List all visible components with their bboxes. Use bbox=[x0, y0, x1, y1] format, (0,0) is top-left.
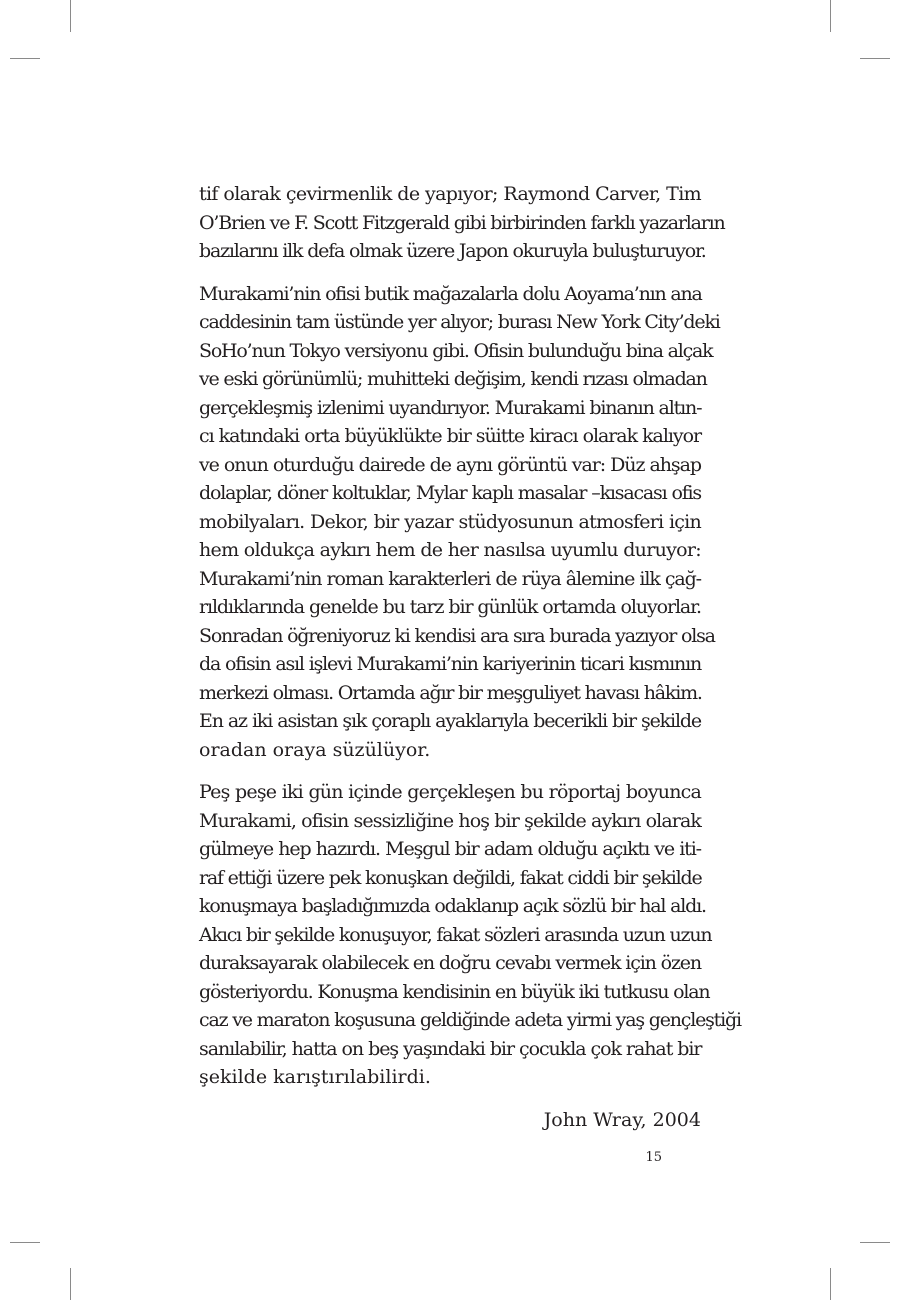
text-line: ve eski görünümlü; muhitteki değişim, kendi rızası olmadan bbox=[199, 368, 707, 390]
text-line: O’Brien ve F. Scott Fitzgerald gibi birbirinden farklı yazarların bbox=[199, 211, 725, 234]
page-body bbox=[199, 180, 741, 1134]
text-line: şekilde karıştırılabilirdi. bbox=[199, 1066, 431, 1088]
author-signature: John Wray, 2004 bbox=[543, 1108, 701, 1131]
text-line: gerçekleşmiş izlenimi uyandırıyor. Murakami binanın altın- bbox=[199, 396, 702, 419]
text-line: mobilyaları. Dekor, bir yazar stüdyosunun atmosferi için bbox=[199, 510, 701, 533]
text-line: tif olarak çevirmenlik de yapıyor; Raymond Carver, Tim bbox=[199, 183, 701, 205]
paragraph-3 bbox=[199, 778, 741, 1092]
text-line: oradan oraya süzülüyor. bbox=[199, 738, 431, 761]
text-line: rıldıklarında genelde bu tarz bir günlük ortamda oluyorlar. bbox=[199, 596, 701, 618]
text-line: hem oldukça aykırı hem de her nasılsa uyumlu duruyor: bbox=[199, 539, 701, 561]
text-line: Murakami’nin roman karakterleri de rüya âlemine ilk çağ- bbox=[199, 567, 701, 590]
text-line: konuşmaya başladığımızda odaklanıp açık sözlü bir hal aldı. bbox=[199, 895, 706, 917]
text-line: caddesinin tam üstünde yer alıyor; burası New York City’deki bbox=[199, 311, 720, 333]
crop-mark-bottom-left-vertical bbox=[70, 1268, 71, 1300]
page-number: 15 bbox=[645, 1150, 662, 1165]
text-line: cı katındaki orta büyüklükte bir süitte kiracı olarak kalıyor bbox=[199, 425, 701, 447]
text-line: Akıcı bir şekilde konuşuyor, fakat sözleri arasında uzun uzun bbox=[199, 923, 712, 946]
text-line: caz ve maraton koşusuna geldiğinde adeta yirmi yaş gençleştiği bbox=[199, 1009, 741, 1031]
text-line: ve onun oturduğu dairede de aynı görüntü var: Düz ahşap bbox=[199, 453, 701, 476]
paragraph-1 bbox=[199, 180, 725, 266]
paragraph-2 bbox=[199, 280, 720, 765]
text-line: dolaplar, döner koltuklar, Mylar kaplı masalar –kısacası ofis bbox=[199, 482, 701, 504]
crop-mark-bottom-right-horizontal bbox=[860, 1242, 890, 1243]
text-line: SoHo’nun Tokyo versiyonu gibi. Ofisin bulunduğu bina alçak bbox=[199, 339, 713, 362]
crop-mark-bottom-right-vertical bbox=[830, 1268, 831, 1300]
text-line: Murakami’nin ofisi butik mağazalarla dolu Aoyama’nın ana bbox=[199, 282, 702, 305]
text-line: gülmeye hep hazırdı. Meşgul bir adam olduğu açıktı ve iti- bbox=[199, 838, 701, 860]
crop-mark-top-right-vertical bbox=[830, 0, 831, 32]
crop-mark-top-right-horizontal bbox=[860, 58, 890, 59]
text-line: bazılarını ilk defa olmak üzere Japon okuruyla buluşturuyor. bbox=[199, 240, 706, 262]
crop-mark-top-left-horizontal bbox=[10, 58, 40, 59]
text-line: gösteriyordu. Konuşma kendisinin en büyük iki tutkusu olan bbox=[199, 980, 710, 1003]
crop-mark-bottom-left-horizontal bbox=[10, 1242, 40, 1243]
text-line: duraksayarak olabilecek en doğru cevabı vermek için özen bbox=[199, 952, 701, 974]
text-line: da ofisin asıl işlevi Murakami’nin kariyerinin ticari kısmının bbox=[199, 653, 701, 675]
text-line: sanılabilir, hatta on beş yaşındaki bir çocukla çok rahat bir bbox=[199, 1037, 702, 1060]
text-line: Sonradan öğreniyoruz ki kendisi ara sıra burada yazıyor olsa bbox=[199, 624, 715, 647]
text-line: Murakami, ofisin sessizliğine hoş bir şekilde aykırı olarak bbox=[199, 809, 701, 832]
text-line: merkezi olması. Ortamda ağır bir meşguliyet havası hâkim. bbox=[199, 681, 702, 704]
text-line: En az iki asistan şık çoraplı ayaklarıyla becerikli bir şekilde bbox=[199, 710, 701, 732]
text-line: raf ettiği üzere pek konuşkan değildi, fakat ciddi bir şekilde bbox=[199, 866, 702, 889]
crop-mark-top-left-vertical bbox=[70, 0, 71, 32]
text-line: Peş peşe iki gün içinde gerçekleşen bu röportaj boyunca bbox=[199, 781, 701, 803]
